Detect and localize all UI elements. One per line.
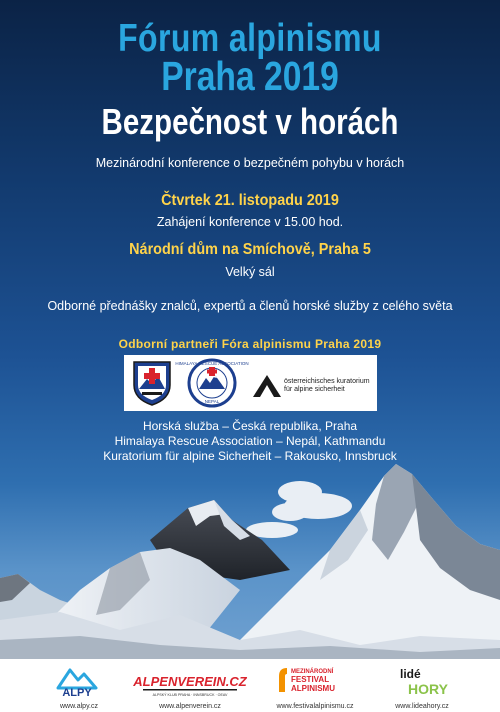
footer-logos bbox=[0, 659, 500, 712]
festival-swirl-icon bbox=[279, 668, 287, 692]
title-line-1: Fórum alpinismu bbox=[118, 17, 382, 60]
festival-url[interactable]: www.festivalalpinismu.cz bbox=[276, 703, 354, 710]
kuratorium-logo bbox=[252, 367, 376, 401]
festival-logo bbox=[265, 662, 365, 712]
lidehory-logo bbox=[372, 662, 472, 712]
lidehory-line-1: lidé bbox=[400, 667, 421, 681]
cloud bbox=[246, 481, 352, 538]
lidehory-wordmark bbox=[372, 662, 472, 698]
kuratorium-mountain-icon bbox=[252, 369, 282, 399]
lidehory-url[interactable]: www.lideahory.cz bbox=[395, 703, 449, 710]
alpenverein-tagline: ALPSKÝ KLUB PRAHA · INNSBRUCK · OEAV bbox=[152, 693, 228, 697]
alpenverein-url[interactable]: www.alpenverein.cz bbox=[159, 703, 221, 710]
title-line-2: Praha 2019 bbox=[161, 53, 339, 99]
partner-item: Horská služba – Česká republika, Praha bbox=[142, 419, 358, 433]
alpy-mountain-icon bbox=[44, 662, 114, 698]
horska-sluzba-logo bbox=[131, 359, 173, 407]
festival-line-1: MEZINÁRODNÍ bbox=[291, 669, 334, 675]
alpy-logo bbox=[44, 662, 114, 712]
hra-text-bottom: NEPAL bbox=[204, 399, 220, 404]
lidehory-line-2: HORY bbox=[408, 681, 448, 697]
mountain-landscape bbox=[0, 440, 500, 660]
partners-heading: Odborní partneři Fóra alpinismu Praha 2019 bbox=[118, 337, 382, 351]
festival-line-3: ALPINISMU bbox=[291, 684, 335, 693]
kuratorium-text: österreichisches kuratorium für alpine sicherheit bbox=[284, 378, 370, 393]
alpenverein-wordmark bbox=[135, 662, 245, 698]
opening-time: Zahájení konference v 15.00 hod. bbox=[156, 215, 344, 229]
festival-wordmark bbox=[265, 662, 365, 698]
alpy-logo-text: ALPY bbox=[62, 687, 92, 699]
alpenverein-logo bbox=[135, 662, 245, 712]
partners-logos bbox=[124, 355, 377, 411]
talks-description: Odborné přednášky znalců, expertů a členů horské služby z celého světa bbox=[47, 299, 453, 313]
alpenverein-logo-text: ALPENVEREIN.CZ bbox=[133, 674, 247, 689]
alpy-url[interactable]: www.alpy.cz bbox=[60, 703, 98, 710]
partner-item: Kuratorium für alpine Sicherheit – Rakousko, Innsbruck bbox=[103, 449, 397, 463]
title-line-3: Bezpečnost v horách bbox=[101, 101, 399, 142]
conference-subtitle: Mezinárodní konference o bezpečném pohybu v horách bbox=[95, 156, 405, 170]
event-hall: Velký sál bbox=[225, 265, 275, 279]
himalaya-rescue-logo bbox=[175, 358, 249, 408]
event-venue: Národní dům na Smíchově, Praha 5 bbox=[129, 241, 371, 258]
partner-item: Himalaya Rescue Association – Nepál, Kathmandu bbox=[114, 434, 386, 448]
festival-line-2: FESTIVAL bbox=[291, 675, 330, 684]
hra-text-top: HIMALAYA RESCUE ASSOCIATION bbox=[175, 361, 249, 366]
event-date: Čtvrtek 21. listopadu 2019 bbox=[161, 192, 339, 209]
